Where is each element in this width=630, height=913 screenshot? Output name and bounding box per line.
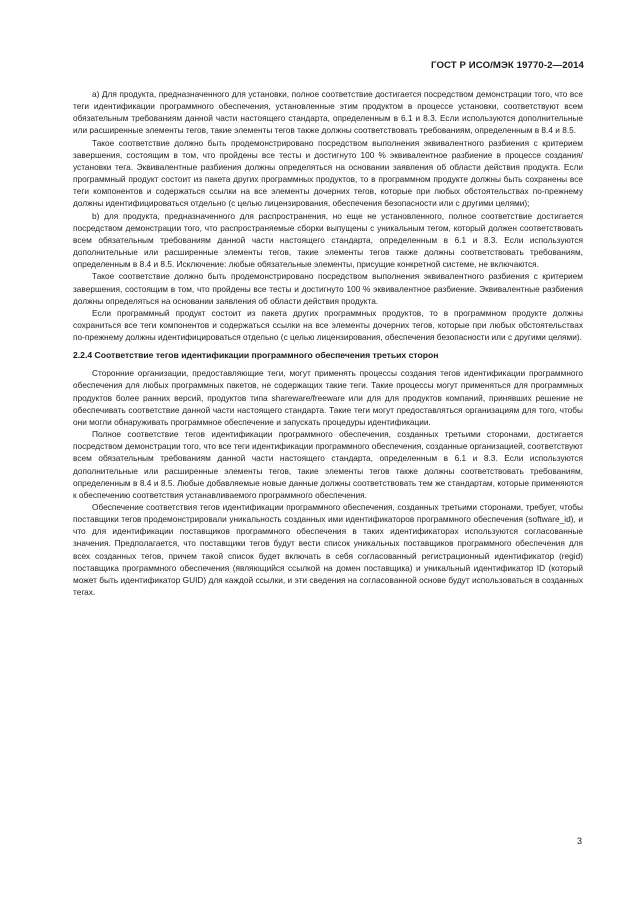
paragraph: а) Для продукта, предназначенного для установки, полное соответствие достигается посредством демонстрации того, что все теги идентификации программного обеспечения, установленные этим продуктом в процессе установки, соответствуют всем обязательным требованиям данной части настоящего стандарта, определенным в 6.1 и 8.3. Если используются дополнительные или расширенные элементы тегов, такие элементы тегов также должны соответствовать требованиям, определенным в 8.4 и 8.5. (73, 89, 583, 136)
paragraph: Если программный продукт состоит из пакета других программных продуктов, то в программном продукте должны сохраниться все теги компонентов и содержаться ссылки на все элементы дочерних тегов, которые при любых обстоятельствах по-прежнему должны идентифицироваться отдельно (с целью лицензирования, обеспечения безопасности или с другими целями). (73, 307, 583, 343)
page-number: 3 (576, 836, 582, 846)
section-title: 2.2.4 Соответствие тегов идентификации программного обеспечения третьих сторон (73, 350, 439, 361)
document-code-header: ГОСТ Р ИСО/МЭК 19770-2—2014 (431, 60, 584, 71)
paragraph: b) для продукта, предназначенного для распространения, но еще не установленного, полное соответствие достигается посредством демонстрации того, что распространяемые сборки выпущены с уникальным тегом, который должен соответствовать всем обязательным требованиям данной части настоящего стандарта, определенным в 6.1 и 8.3. Если используются дополнительные или расширенные элементы тегов, такие элементы тегов также должны соответствовать требованиям, определенным в 8.4 и 8.5. Исключение: любые обязательные элементы, присущие конкретной системе, не включаются. (73, 210, 583, 270)
document-body (73, 88, 583, 598)
paragraph: Обеспечение соответствия тегов идентификации программного обеспечения, созданных третьими сторонами, требует, чтобы поставщики тегов продемонстрировали уникальность созданных ими идентификаторов программного обеспечения (software_id), и что для идентификации поставщиков программного обеспечения в таких идентификаторах используются согласованные значения. Предполагается, что поставщики тегов будут вести список уникальных поставщиков программного обеспечения для всех созданных тегов, причем такой список будет включать в себя согласованный регистрационный идентификатор (regid) поставщика программного обеспечения (являющийся ссылкой на домен поставщика) и уникальный идентификатор ID (который может быть идентификатор GUID) для каждой ссылки, и эти сведения на согласованной основе будут использоваться в созданных тегах. (73, 502, 583, 598)
paragraph: Такое соответствие должно быть продемонстрировано посредством выполнения эквивалентного разбиения с критерием завершения, состоящим в том, что пройдены все тесты и достигнуто 100 % эквивалентное разбиение. Эквивалентные разбиения должны определяться на основании заявления об области действия продукта. (73, 271, 583, 306)
paragraph: Такое соответствие должно быть продемонстрировано посредством выполнения эквивалентного разбиения с критерием завершения, состоящим в том, что пройдены все тесты и достигнуто 100 % эквивалентное разбиение в процессе создания/установки тега. Эквивалентные разбиения должны определяться на основании заявления об области действия продукта. Если программный продукт состоит из пакета других программных продуктов, то в программном продукте должны быть сохранены все теги компонентов и содержаться ссылки на все элементы дочерних тегов, которые при любых обстоятельствах по-прежнему должны идентифицироваться отдельно (с целью лицензирования, обеспечения безопасности или с другими целями); (73, 137, 583, 209)
paragraph: Сторонние организации, предоставляющие теги, могут применять процессы создания тегов идентификации программного обеспечения для любых программных пакетов, не содержащих такие теги. Такие процессы могут применяться для программных продуктов более ранних версий, продуктов типа shareware/freeware или для для продуктов компаний, принявших решение не обеспечивать соответствие данной части настоящего стандарта. Такие теги могут предоставляться организациям для того, чтобы они могли обнаруживать программное обеспечение и запускать процедуры идентификации. (73, 368, 583, 427)
paragraph: Полное соответствие тегов идентификации программного обеспечения, созданных третьими сторонами, достигается посредством демонстрации того, что все теги идентификации программного обеспечения, созданные организацией, соответствуют всем обязательным требованиям данной части настоящего стандарта, определенным в 6.1 и 8.3. Если используются дополнительные или расширенные элементы тегов, такие элементы тегов также должны соответствовать требованиям, определенным в 8.4 и 8.5. Любые добавляемые новые данные должны соответствовать тем же стандартам, которые применяются к обеспечению соответствия устанавливаемого программного обеспечения. (73, 429, 583, 500)
